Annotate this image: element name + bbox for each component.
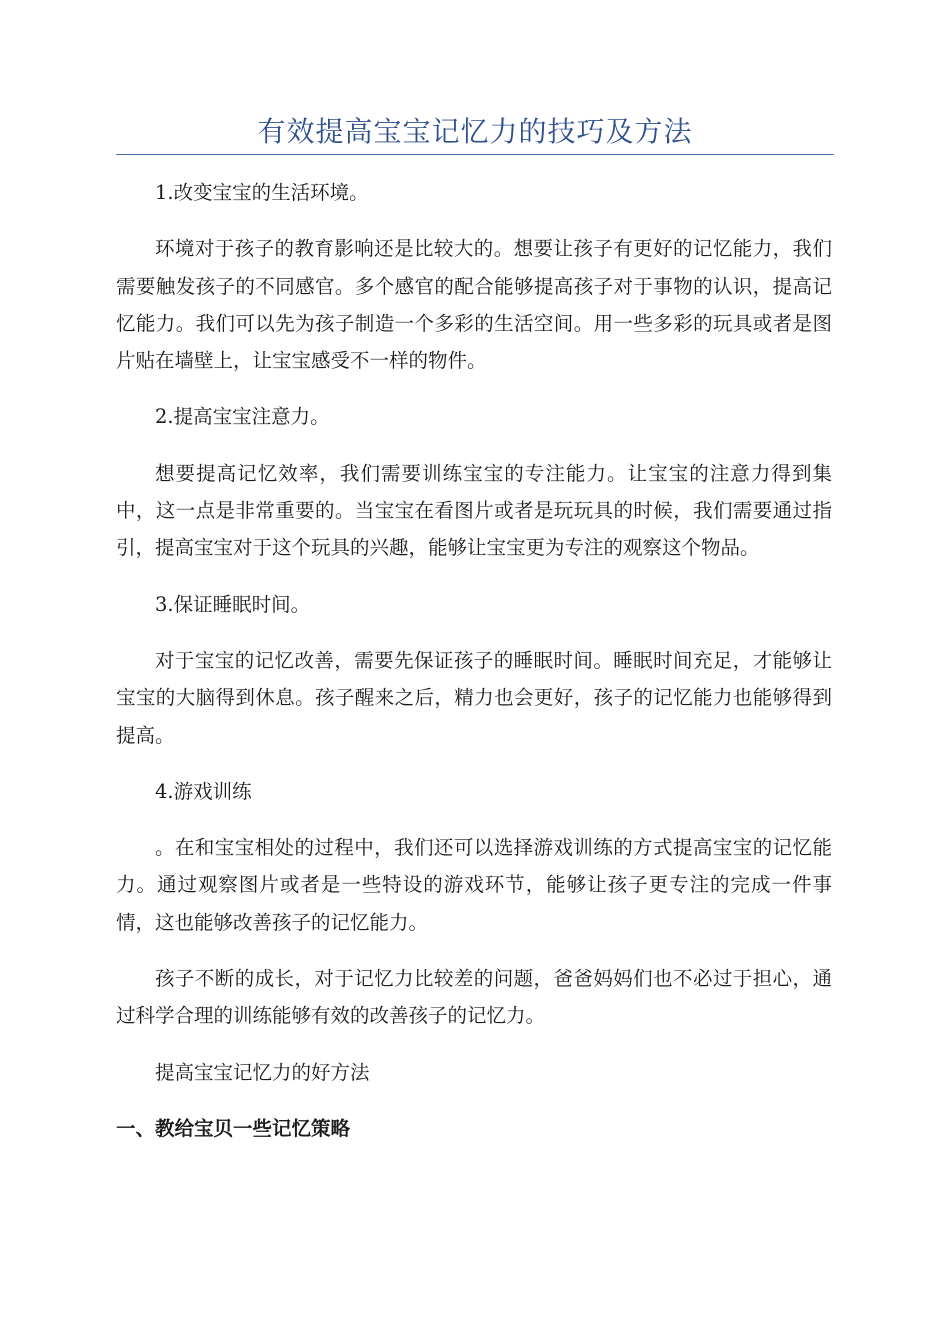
section-heading: 一、教给宝贝一些记忆策略: [116, 1116, 351, 1140]
paragraph-3: 对于宝宝的记忆改善，需要先保证孩子的睡眠时间。睡眠时间充足，才能够让宝宝的大脑得到休息。孩子醒来之后，精力也会更好，孩子的记忆能力也能够得到提高。: [116, 648, 832, 747]
document-body: [116, 174, 832, 1147]
paragraph-6: 提高宝宝记忆力的好方法: [155, 1060, 370, 1084]
subheading-3: 3.保证睡眠时间。: [155, 592, 311, 616]
paragraph-2: 想要提高记忆效率，我们需要训练宝宝的专注能力。让宝宝的注意力得到集中，这一点是非常重要的。当宝宝在看图片或者是玩玩具的时候，我们需要通过指引，提高宝宝对于这个玩具的兴趣，能够让宝宝更为专注的观察这个物品。: [116, 461, 832, 560]
paragraph-1: 环境对于孩子的教育影响还是比较大的。想要让孩子有更好的记忆能力，我们需要触发孩子的不同感官。多个感官的配合能够提高孩子对于事物的认识，提高记忆能力。我们可以先为孩子制造一个多彩的生活空间。用一些多彩的玩具或者是图片贴在墙壁上，让宝宝感受不一样的物件。: [116, 237, 832, 373]
subheading-2: 2.提高宝宝注意力。: [155, 405, 330, 429]
subheading-4: 4.游戏训练: [155, 779, 252, 803]
document-title: 有效提高宝宝记忆力的技巧及方法: [257, 115, 693, 148]
title-underline: [116, 154, 834, 155]
paragraph-4: 。在和宝宝相处的过程中，我们还可以选择游戏训练的方式提高宝宝的记忆能力。通过观察图片或者是一些特设的游戏环节，能够让孩子更专注的完成一件事情，这也能够改善孩子的记忆能力。: [116, 836, 832, 934]
subheading-1: 1.改变宝宝的生活环境。: [155, 181, 369, 204]
paragraph-5: 孩子不断的成长，对于记忆力比较差的问题，爸爸妈妈们也不必过于担心，通过科学合理的训练能够有效的改善孩子的记忆力。: [116, 967, 832, 1028]
